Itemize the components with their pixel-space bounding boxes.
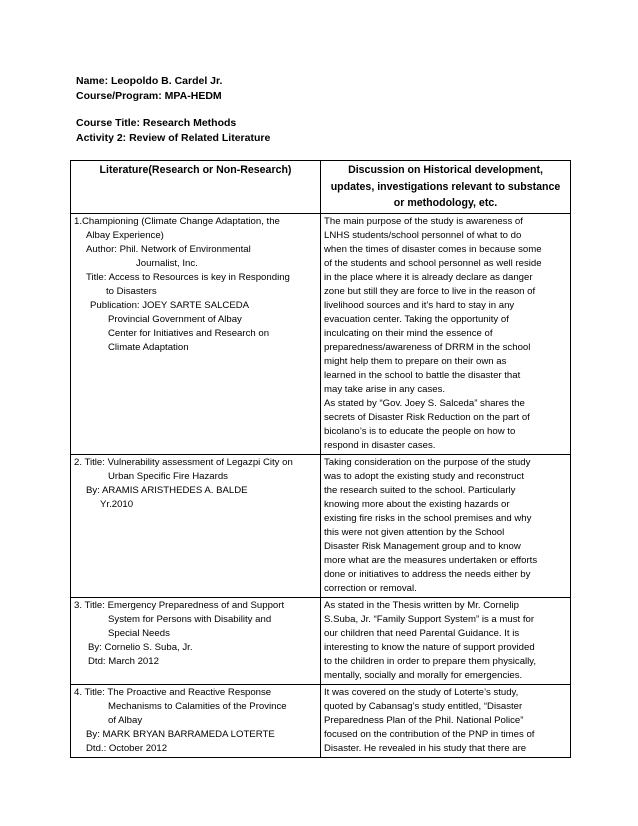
course-program: Course/Program: MPA-HEDM — [76, 90, 222, 102]
discussion-line: zone but still they are force to live in the reason of — [324, 285, 536, 297]
discussion-line: respond in disaster cases. — [324, 439, 436, 451]
discussion-line: our children that need Parental Guidance. It is — [324, 627, 520, 639]
literature-line: Author: Phil. Network of Environmental — [86, 243, 251, 255]
literature-line: By: ARAMIS ARISTHEDES A. BALDE — [86, 484, 248, 496]
literature-line: Urban Specific Fire Hazards — [108, 470, 228, 482]
discussion-header-line: Discussion on Historical development, — [348, 164, 543, 176]
literature-line: 2. Title: Vulnerability assessment of Legazpi City on — [74, 456, 293, 468]
literature-cell — [71, 213, 321, 454]
table-header-row — [71, 161, 571, 214]
literature-line: Dtd.: October 2012 — [86, 742, 168, 754]
discussion-line: Disaster. He revealed in his study that there are — [324, 742, 527, 754]
discussion-line: inculcating on their mind the essence of — [324, 327, 493, 339]
discussion-line: this were not given attention by the School — [324, 526, 505, 538]
literature-line: Center for Initiatives and Research on — [108, 327, 270, 339]
discussion-line: learned in the school to battle the disaster that — [324, 369, 521, 381]
literature-line: Publication: JOEY SARTE SALCEDA — [90, 299, 250, 311]
discussion-line: existing fire risks in the school premises and why — [324, 512, 532, 524]
table-row — [71, 597, 571, 684]
literature-line: System for Persons with Disability and — [108, 613, 272, 625]
literature-line: Albay Experience) — [86, 229, 164, 241]
discussion-line: quoted by Cabansag’s study entitled, “Disaster — [324, 700, 523, 712]
discussion-line: was to adopt the existing study and reconstruct — [324, 470, 524, 482]
table-row — [71, 213, 571, 454]
literature-line: By: Cornelio S. Suba, Jr. — [88, 641, 193, 653]
student-name: Name: Leopoldo B. Cardel Jr. — [76, 75, 223, 87]
discussion-header-line: or methodology, etc. — [393, 197, 498, 209]
literature-line: Climate Adaptation — [108, 341, 189, 353]
discussion-line: Preparedness Plan of the Phil. National Police” — [324, 714, 524, 726]
discussion-line: might help them to prepare on their own as — [324, 355, 507, 367]
literature-line: Journalist, Inc. — [136, 257, 198, 269]
discussion-line: in the place where it is already declare as danger — [324, 271, 533, 283]
discussion-line: done or initiatives to address the needs either by — [324, 568, 531, 580]
discussion-line: The main purpose of the study is awareness of — [324, 215, 523, 227]
literature-line: Provincial Government of Albay — [108, 313, 242, 325]
table-row — [71, 454, 571, 597]
literature-cell — [71, 454, 321, 597]
literature-line: Dtd: March 2012 — [88, 655, 159, 667]
literature-line: to Disasters — [106, 285, 157, 297]
discussion-line: S.Suba, Jr. “Family Support System” is a must for — [324, 613, 535, 625]
activity-title: Activity 2: Review of Related Literature — [76, 132, 271, 144]
discussion-line: preparedness/awareness of DRRM in the school — [324, 341, 531, 353]
literature-line: Special Needs — [108, 627, 170, 639]
discussion-line: It was covered on the study of Loterte’s study, — [324, 686, 519, 698]
discussion-line: focused on the contribution of the PNP in times of — [324, 728, 535, 740]
discussion-column-header — [321, 161, 571, 214]
literature-line: By: MARK BRYAN BARRAMEDA LOTERTE — [86, 728, 275, 740]
course-title: Course Title: Research Methods — [76, 117, 237, 129]
discussion-line: Disaster Risk Management group and to know — [324, 540, 521, 552]
discussion-cell — [321, 213, 571, 454]
literature-cell — [71, 597, 321, 684]
discussion-cell — [321, 684, 571, 757]
discussion-line: when the times of disaster comes in because some — [324, 243, 542, 255]
discussion-line: of the students and school personnel as well reside — [324, 257, 542, 269]
discussion-cell — [321, 454, 571, 597]
student-info — [76, 74, 222, 104]
literature-line: 3. Title: Emergency Preparedness of and Support — [74, 599, 285, 611]
literature-column-header: Literature(Research or Non-Research) — [71, 161, 321, 214]
discussion-line: secrets of Disaster Risk Reduction on the part of — [324, 411, 530, 423]
literature-line: 1.Championing (Climate Change Adaptation, the — [74, 215, 280, 227]
discussion-line: Taking consideration on the purpose of the study — [324, 456, 531, 468]
discussion-line: bicolano’s is to educate the people on how to — [324, 425, 516, 437]
literature-review-table — [70, 160, 571, 758]
discussion-line: livelihood sources and it’s hard to stay in any — [324, 299, 515, 311]
table-body — [71, 213, 571, 757]
discussion-line: interesting to know the nature of support provided — [324, 641, 535, 653]
discussion-line: more what are the measures undertaken or efforts — [324, 554, 538, 566]
discussion-cell — [321, 597, 571, 684]
literature-line: Mechanisms to Calamities of the Province — [108, 700, 287, 712]
discussion-line: to the children in order to prepare them physically, — [324, 655, 537, 667]
discussion-line: As stated in the Thesis written by Mr. Cornelip — [324, 599, 519, 611]
literature-cell — [71, 684, 321, 757]
literature-line: Title: Access to Resources is key in Responding — [86, 271, 290, 283]
discussion-line: evacuation center. Taking the opportunity of — [324, 313, 509, 325]
discussion-line: correction or removal. — [324, 582, 417, 594]
discussion-header-line: updates, investigations relevant to substance — [330, 180, 561, 193]
discussion-line: LNHS students/school personnel of what to do — [324, 229, 522, 241]
discussion-line: the research suited to the school. Particularly — [324, 484, 516, 496]
discussion-line: knowing more about the existing hazards or — [324, 498, 510, 510]
discussion-line: As stated by “Gov. Joey S. Salceda” shares the — [324, 397, 525, 409]
discussion-line: mentally, socially and morally for emergencies. — [324, 669, 523, 681]
literature-line: of Albay — [108, 714, 143, 726]
literature-line: 4. Title: The Proactive and Reactive Response — [74, 686, 272, 698]
course-info — [76, 116, 270, 146]
table-row — [71, 684, 571, 757]
literature-line: Yr.2010 — [100, 498, 134, 510]
discussion-line: may take arise in any cases. — [324, 383, 446, 395]
